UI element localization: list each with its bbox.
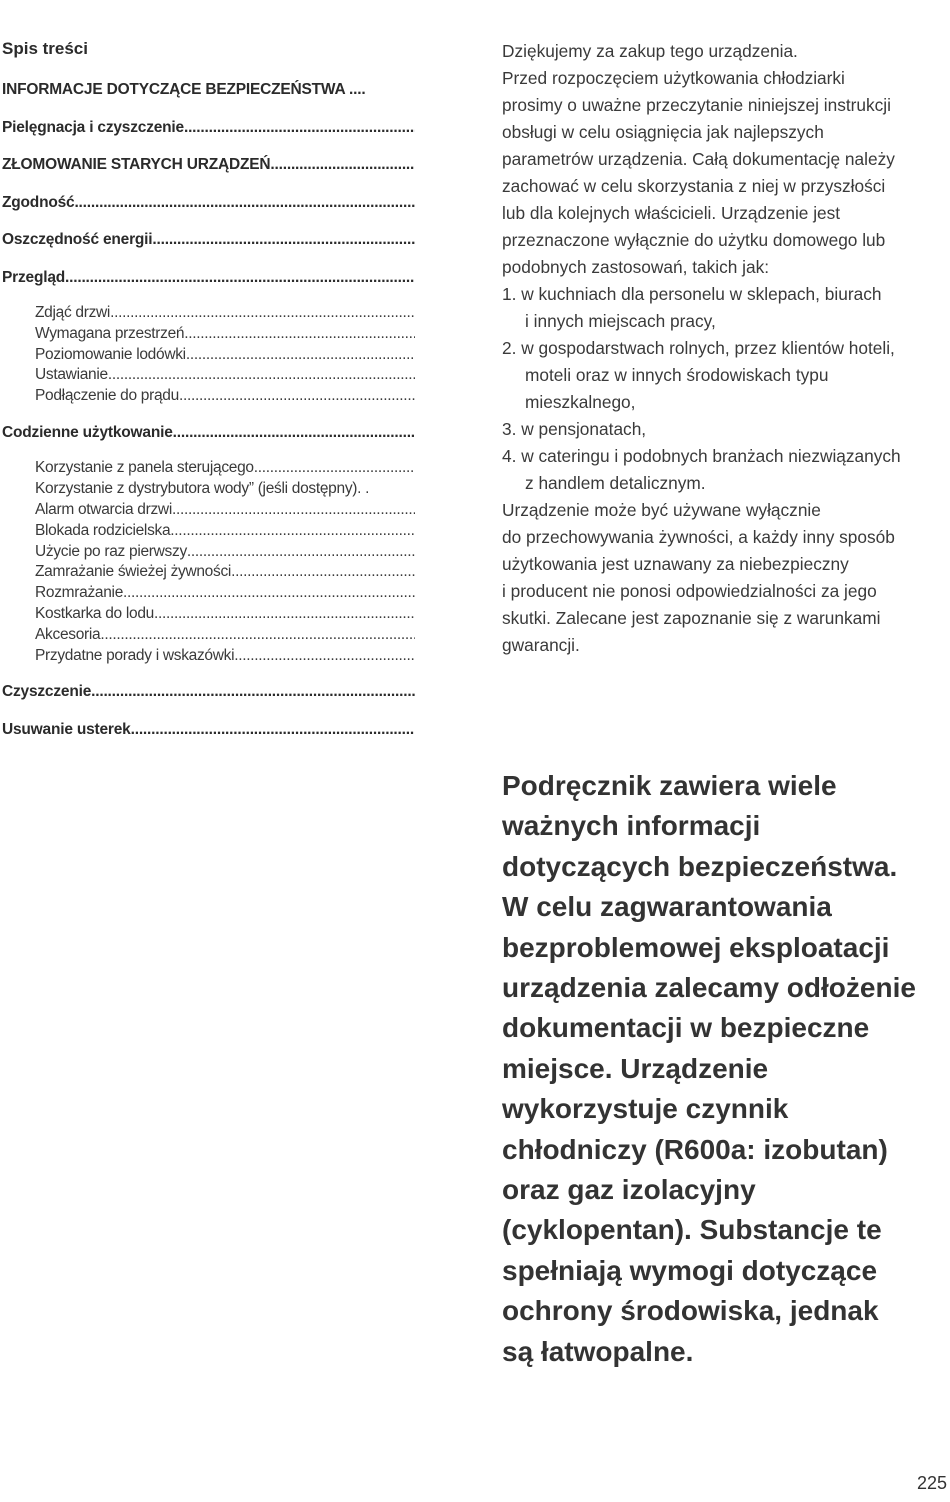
toc-subentry-label: Ustawianie bbox=[35, 366, 108, 384]
toc-entry[interactable] bbox=[2, 720, 415, 740]
toc-subentry-label: Korzystanie z panela sterującego bbox=[35, 459, 254, 477]
toc-leader-dots bbox=[154, 604, 415, 625]
toc-entry-label: Przegląd bbox=[2, 268, 66, 286]
warning-line: miejsce. Urządzenie bbox=[502, 1052, 769, 1084]
toc-subentry-label: Rozmrażanie bbox=[35, 584, 124, 602]
toc-entry-label: Usuwanie usterek bbox=[2, 720, 131, 738]
toc-subsection-list bbox=[35, 303, 415, 407]
warning-line: spełniają wymogi dotyczące bbox=[502, 1254, 878, 1286]
toc-leader-dots bbox=[110, 303, 415, 324]
toc-subentry-label: Alarm otwarcia drzwi bbox=[35, 501, 172, 519]
toc-subentry[interactable] bbox=[35, 386, 415, 407]
toc-subentry[interactable] bbox=[35, 303, 415, 324]
toc-entry-label: Pielęgnacja i czyszczenie bbox=[2, 118, 184, 136]
toc-subentry[interactable] bbox=[35, 625, 415, 646]
warning-line: wykorzystuje czynnik bbox=[502, 1093, 789, 1125]
toc-subentry[interactable] bbox=[35, 583, 415, 604]
toc-leader-dots bbox=[100, 625, 415, 646]
intro-line: lub dla kolejnych właścicieli. Urządzenie jest bbox=[502, 203, 841, 223]
usage-list-item: 1. w kuchniach dla personelu w sklepach, biurach bbox=[502, 284, 882, 304]
toc-subentry[interactable] bbox=[35, 324, 415, 345]
intro-line: przeznaczone wyłącznie do użytku domowego lub bbox=[502, 230, 886, 250]
usage-list-item: 2. w gospodarstwach rolnych, przez klientów hoteli, bbox=[502, 338, 895, 358]
toc-leader-dots bbox=[172, 500, 415, 521]
toc-leader-dots bbox=[108, 365, 415, 386]
toc-entry-label: Oszczędność energii bbox=[2, 231, 153, 248]
toc-subsection-list bbox=[35, 458, 415, 666]
intro-line: użytkowania jest uznawany za niebezpieczny bbox=[502, 554, 849, 574]
toc-leader-dots bbox=[234, 646, 415, 667]
intro-line: obsługi w celu osiągnięcia jak najlepszych bbox=[502, 122, 824, 142]
toc-entry-label: Zgodność bbox=[2, 193, 75, 211]
intro-line: do przechowywania żywności, a każdy inny sposób bbox=[502, 527, 895, 547]
usage-list-item-continuation: i innych miejscach pracy, bbox=[525, 311, 716, 331]
toc-leader-dots bbox=[152, 230, 415, 250]
toc-leader-dots bbox=[123, 583, 415, 604]
toc-subentry[interactable] bbox=[35, 365, 415, 386]
toc-entry[interactable] bbox=[2, 80, 415, 100]
toc-subentry-label: Kostkarka do lodu bbox=[35, 605, 154, 623]
toc-leader-dots bbox=[173, 423, 415, 443]
toc-subentry-label: Akcesoria bbox=[35, 625, 101, 643]
toc-entry[interactable] bbox=[2, 682, 415, 702]
toc-entry[interactable] bbox=[2, 423, 415, 443]
toc-subentry-label: Wymagana przestrzeń bbox=[35, 324, 185, 342]
toc-leader-dots bbox=[184, 324, 415, 345]
toc-entry-label: INFORMACJE DOTYCZĄCE BEZPIECZEŃSTWA .... bbox=[2, 81, 366, 98]
toc-entry[interactable] bbox=[2, 155, 415, 175]
toc-subentry[interactable] bbox=[35, 562, 415, 583]
toc-subentry[interactable] bbox=[35, 646, 415, 667]
toc-entry[interactable] bbox=[2, 268, 415, 288]
warning-line: Podręcznik zawiera wiele bbox=[502, 770, 837, 801]
warning-line: W celu zagwarantowania bbox=[502, 891, 832, 923]
toc-leader-dots bbox=[186, 345, 415, 366]
table-of-contents bbox=[2, 36, 415, 757]
toc-subentry-label: Zamrażanie świeżej żywności bbox=[35, 563, 232, 581]
toc-subentry[interactable] bbox=[35, 542, 415, 563]
intro-line: prosimy o uważne przeczytanie niniejszej instrukcji bbox=[502, 95, 891, 115]
intro-line: gwarancji. bbox=[502, 635, 580, 655]
toc-leader-dots bbox=[170, 521, 415, 542]
toc-entry[interactable] bbox=[2, 193, 415, 213]
warning-line: urządzenia zalecamy odłożenie bbox=[502, 972, 916, 1004]
toc-entry-label: ZŁOMOWANIE STARYCH URZĄDZEŃ bbox=[2, 156, 271, 173]
intro-line: Przed rozpoczęciem użytkowania chłodziarki bbox=[502, 68, 845, 88]
warning-line: bezproblemowej eksploatacji bbox=[502, 931, 890, 963]
usage-list-item: 4. w cateringu i podobnych branżach niezwiązanych bbox=[502, 446, 901, 466]
toc-subentry[interactable] bbox=[35, 458, 415, 479]
page-number: 225 bbox=[916, 1473, 947, 1493]
toc-leader-dots bbox=[187, 542, 415, 563]
intro-line: i producent nie ponosi odpowiedzialności za jego bbox=[502, 581, 877, 601]
toc-subentry[interactable] bbox=[35, 604, 415, 625]
toc-title: Spis treści bbox=[2, 39, 88, 58]
toc-entries bbox=[2, 80, 415, 740]
toc-leader-dots bbox=[74, 193, 415, 213]
warning-line: (cyklopentan). Substancje te bbox=[502, 1214, 882, 1246]
warning-line: ochrony środowiska, jednak bbox=[502, 1295, 879, 1327]
intro-line: parametrów urządzenia. Całą dokumentację należy bbox=[502, 149, 895, 169]
intro-line: zachować w celu skorzystania z niej w przyszłości bbox=[502, 176, 886, 196]
usage-list-item: 3. w pensjonatach, bbox=[502, 419, 647, 439]
toc-subentry[interactable] bbox=[35, 500, 415, 521]
toc-leader-dots bbox=[131, 720, 415, 740]
intro-text bbox=[502, 38, 950, 659]
toc-leader-dots bbox=[184, 118, 415, 138]
usage-list-item-continuation: z handlem detalicznym. bbox=[525, 473, 706, 493]
toc-leader-dots bbox=[270, 155, 415, 175]
toc-subentry-label: Blokada rodzicielska bbox=[35, 521, 171, 539]
toc-subentry-label: Korzystanie z dystrybutora wody” (jeśli dostępny). . bbox=[35, 480, 370, 498]
safety-warning bbox=[502, 766, 950, 1372]
toc-subentry-label: Poziomowanie lodówki bbox=[35, 345, 186, 363]
warning-line: dotyczących bezpieczeństwa. bbox=[502, 850, 898, 882]
intro-line: Dziękujemy za zakup tego urządzenia. bbox=[502, 41, 798, 61]
toc-subentry-label: Podłączenie do prądu bbox=[35, 387, 179, 405]
toc-leader-dots bbox=[179, 386, 415, 407]
toc-subentry-label: Przydatne porady i wskazówki bbox=[35, 646, 235, 664]
toc-leader-dots bbox=[91, 682, 415, 702]
usage-list-item-continuation: mieszkalnego, bbox=[525, 392, 636, 412]
toc-subentry-label: Zdjąć drzwi bbox=[35, 304, 111, 321]
warning-line: są łatwopalne. bbox=[502, 1335, 694, 1367]
usage-list-item-continuation: moteli oraz w innych środowiskach typu bbox=[525, 365, 829, 385]
toc-entry[interactable] bbox=[2, 118, 415, 138]
toc-leader-dots bbox=[254, 458, 415, 479]
warning-line: chłodniczy (R600a: izobutan) bbox=[502, 1133, 888, 1165]
toc-entry-label: Czyszczenie bbox=[2, 683, 92, 701]
toc-subentry[interactable] bbox=[35, 479, 415, 500]
toc-subentry[interactable] bbox=[35, 345, 415, 366]
toc-entry-label: Codzienne użytkowanie bbox=[2, 423, 173, 441]
intro-line: Urządzenie może być używane wyłącznie bbox=[502, 500, 821, 520]
toc-subentry[interactable] bbox=[35, 521, 415, 542]
warning-line: oraz gaz izolacyjny bbox=[502, 1174, 756, 1206]
toc-leader-dots bbox=[65, 268, 415, 288]
warning-line: ważnych informacji bbox=[502, 810, 761, 842]
warning-line: dokumentacji w bezpieczne bbox=[502, 1012, 870, 1044]
intro-line: skutki. Zalecane jest zapoznanie się z warunkami bbox=[502, 608, 881, 628]
toc-leader-dots bbox=[231, 562, 415, 583]
toc-entry[interactable] bbox=[2, 230, 415, 250]
intro-line: podobnych zastosowań, takich jak: bbox=[502, 257, 770, 277]
toc-subentry-label: Użycie po raz pierwszy bbox=[35, 542, 187, 560]
